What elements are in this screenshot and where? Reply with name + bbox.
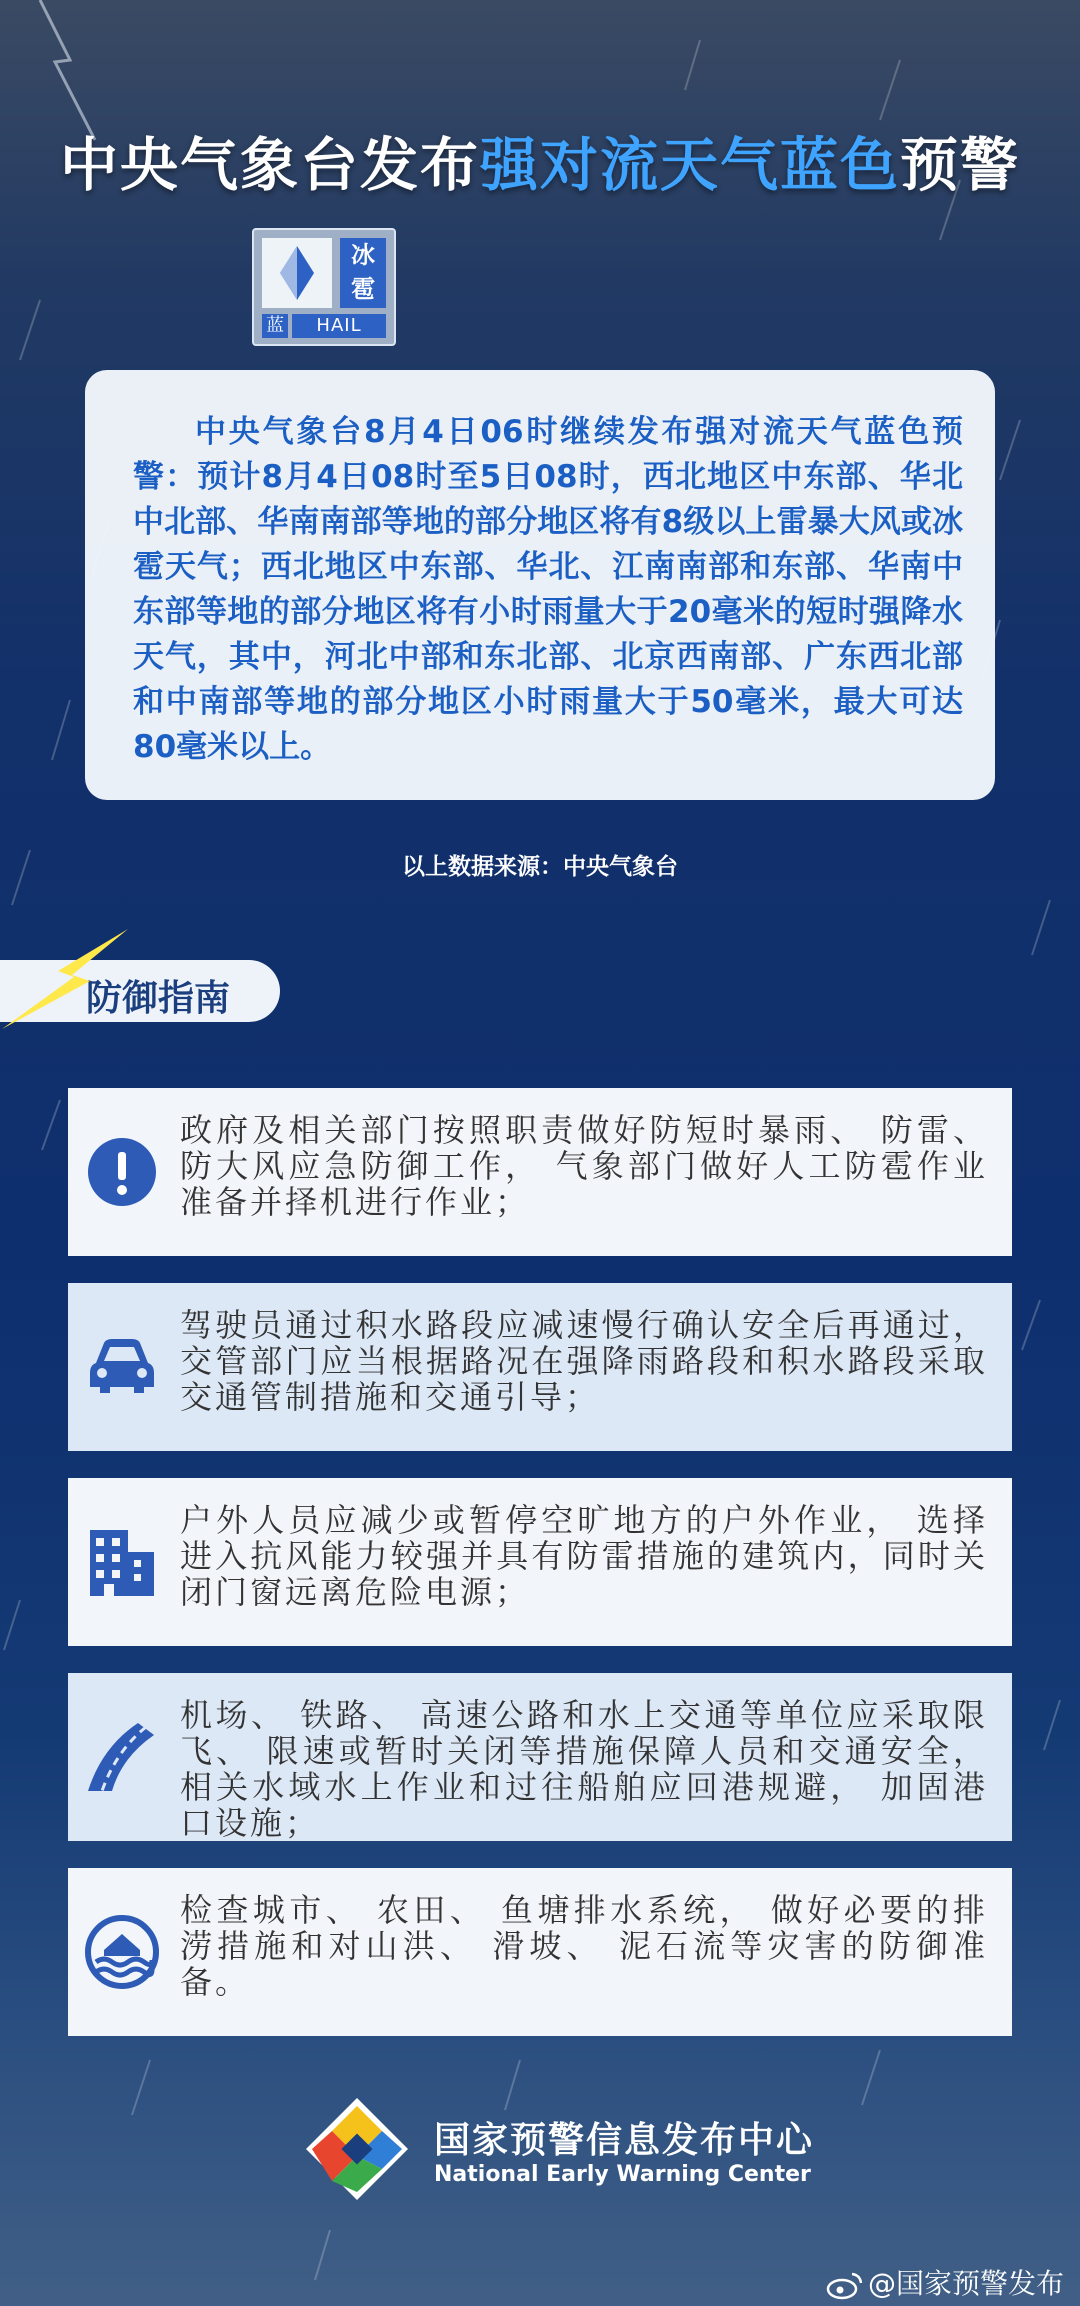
data-source: 以上数据来源：中央气象台 — [402, 854, 678, 880]
page-title — [0, 118, 1080, 202]
badge-color-label: 蓝 — [262, 314, 288, 338]
blue-warning-diamond-icon — [262, 238, 332, 308]
badge-type-label: 冰雹 — [340, 238, 386, 308]
title-prefix: 中央气象台发布 — [59, 131, 480, 199]
guide-card-2 — [68, 1283, 1012, 1451]
org-name-en: National Early Warning Center — [434, 2162, 811, 2187]
weibo-watermark — [826, 2262, 1064, 2302]
lightning-icon — [0, 925, 140, 1035]
guide-card-1 — [68, 1088, 1012, 1256]
flood-icon — [82, 1912, 162, 1992]
car-icon — [82, 1327, 162, 1407]
guide-text-3: 户外人员应减少或暂停空旷地方的户外作业， 选择进入抗风能力较强并具有防雷措施的建筑内，同时关闭门窗远离危险电源； — [180, 1501, 988, 1611]
warning-badge — [252, 228, 396, 346]
weibo-icon — [826, 2270, 864, 2300]
nwec-logo — [302, 2094, 412, 2204]
guide-text-2: 驾驶员通过积水路段应减速慢行确认安全后再通过， 交管部门应当根据路况在强降雨路段和积水路段采取交通管制措施和交通引导； — [180, 1306, 988, 1416]
guide-text-4: 机场、 铁路、 高速公路和水上交通等单位应采取限飞、 限速或暂时关闭等措施保障人员和交通安全， 相关水域水上作业和过往船舶应回港规避， 加固港口设施； — [180, 1696, 988, 1842]
exclamation-icon — [82, 1132, 162, 1212]
alert-panel — [85, 370, 995, 800]
watermark-text: @国家预警发布 — [867, 2267, 1064, 2300]
guide-text-5: 检查城市、 农田、 鱼塘排水系统， 做好必要的排涝措施和对山洪、 滑坡、 泥石流等灾害的防御准备。 — [180, 1891, 988, 2001]
alert-text: 中央气象台8月4日06时继续发布强对流天气蓝色预警：预计8月4日08时至5日08时，西北地区中东部、华北中北部、华南南部等地的部分地区将有8级以上雷暴大风或冰雹天气；西北地区中东部、华北、江南南部和东部、华南中东部等地的部分地区将有小时雨量大于20毫米的短时强降水天气，其中，河北中部和东北部、北京西南部、广东西北部和中南部等地的部分地区小时雨量大于50毫米，最大可达80毫米以上。 — [133, 414, 963, 765]
guide-card-4 — [68, 1673, 1012, 1841]
section-title: 防御指南 — [86, 978, 231, 1019]
guide-card-3 — [68, 1478, 1012, 1646]
road-icon — [82, 1717, 162, 1797]
title-suffix: 预警 — [900, 131, 1021, 199]
org-name-cn: 国家预警信息发布中心 — [434, 2120, 815, 2161]
guide-text-1: 政府及相关部门按照职责做好防短时暴雨、 防雷、 防大风应急防御工作， 气象部门做好人工防雹作业准备并择机进行作业； — [180, 1111, 988, 1221]
guide-card-5 — [68, 1868, 1012, 2036]
title-highlight: 强对流天气蓝色 — [479, 131, 900, 199]
building-icon — [82, 1522, 162, 1602]
badge-english-label: HAIL — [292, 314, 386, 338]
